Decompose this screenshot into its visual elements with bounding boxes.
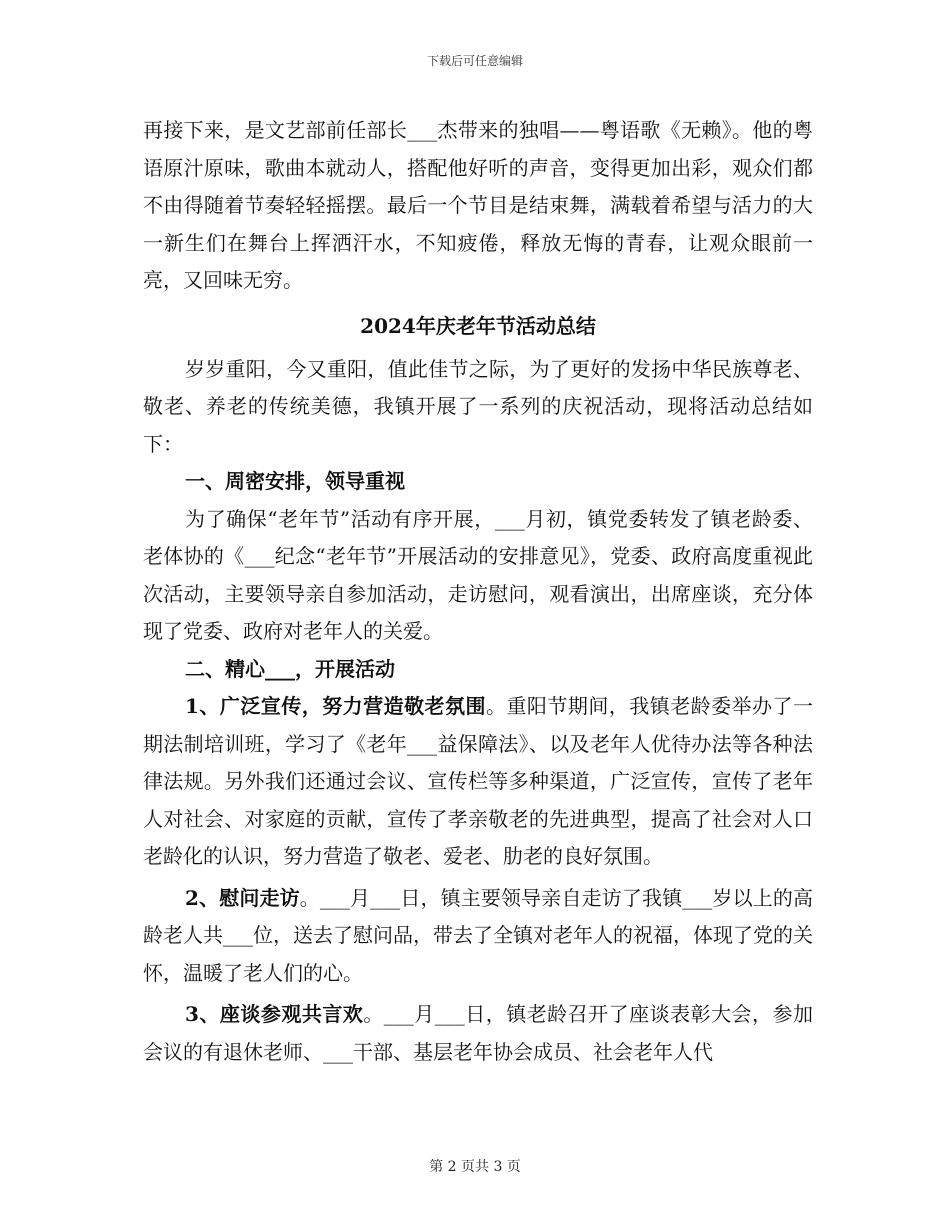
item1-text: 。重阳节期间，我镇老龄委举办了一期法制培训班，学习了《老年___益保障法》、以及老年人优待办法等各种法律法规。另外我们还通过会议、宣传栏等多种渠道，广泛宣传，宣传了老年人对社会、对家庭的贡献，宣传了孝亲敬老的先进典型，提高了社会对人口老龄化的认识，努力营造了敬老、爱老、肋老的良好氛围。	[143, 694, 814, 868]
page-header: 下载后可任意编辑	[426, 54, 523, 68]
item2-text: 。___月___日，镇主要领导亲自走访了我镇___岁以上的高龄老人共___位，送去了慰问品，带去了全镇对老年人的祝福，体现了党的关怀，温暖了老人们的心。	[143, 885, 813, 985]
section1-paragraph: 为了确保“老年节”活动有序开展，___月初，镇党委转发了镇老龄委、老体协的《___纪念“老年节”开展活动的安排意见》，党委、政府高度重视此次活动，主要领导亲自参加活动，走访慰问，观看演出，出席座谈，充分体现了党委、政府对老年人的关爱。	[143, 506, 813, 643]
section1-heading: 一、周密安排，领导重视	[185, 469, 405, 493]
item3-paragraph	[143, 996, 813, 1071]
item2-lead: 2、慰问走访	[185, 885, 300, 910]
item1-lead: 1、广泛宣传，努力营造敬老氛围	[185, 694, 486, 718]
page-footer: 第 2 页共 3 页	[429, 1159, 521, 1175]
document-title: 2024年庆老年节活动总结	[360, 313, 596, 338]
item1-paragraph	[143, 688, 813, 876]
item3-text: 。___月___日，镇老龄召开了座谈表彰大会，参加会议的有退休老师、___干部、基层老年协会成员、社会老年人代	[143, 1002, 814, 1064]
intro-paragraph: 再接下来，是文艺部前任部长___杰带来的独唱——粤语歌《无赖》。他的粤语原汁原味，歌曲本就动人，搭配他好听的声音，变得更加出彩，观众们都不由得随着节奏轻轻摇摆。最后一个节目是结束舞，满载着希望与活力的大一新生们在舞台上挥洒汗水，不知疲倦，释放无悔的青春，让观众眼前一亮，又回味无穷。	[143, 118, 813, 292]
item2-paragraph	[143, 880, 813, 993]
document-body	[143, 112, 813, 1071]
section2-heading: 二、精心___，开展活动	[185, 656, 395, 681]
opening-paragraph: 岁岁重阳，今又重阳，值此佳节之际，为了更好的发扬中华民族尊老、敬老、养老的传统美德，我镇开展了一系列的庆祝活动，现将活动总结如下：	[143, 356, 813, 456]
item3-lead: 3、座谈参观共言欢	[185, 1002, 364, 1026]
